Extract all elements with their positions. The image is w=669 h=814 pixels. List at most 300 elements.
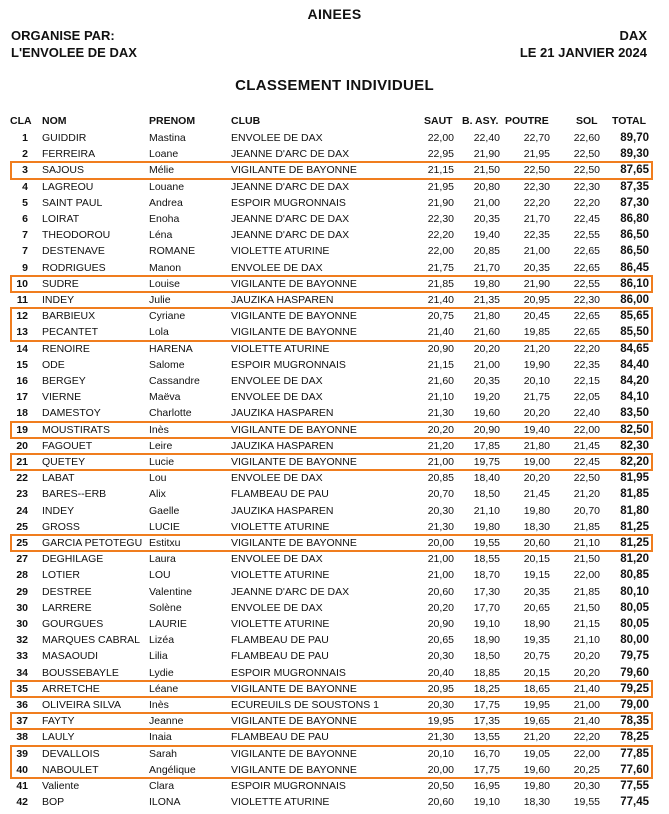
cell-nom: LAULY (42, 731, 75, 744)
cell-cla: 4 (22, 180, 28, 193)
cell-nom: DAMESTOY (42, 407, 101, 420)
cell-sol: 22,65 (573, 326, 600, 339)
cell-saut: 20,85 (427, 472, 454, 485)
cell-saut: 20,70 (427, 488, 454, 501)
cell-prenom: Lydie (149, 666, 174, 679)
cell-nom: RODRIGUES (42, 261, 106, 274)
cell-saut: 21,10 (427, 391, 454, 404)
cell-basy: 19,80 (473, 520, 500, 533)
cell-poutre: 21,80 (523, 439, 550, 452)
cell-saut: 21,00 (427, 553, 454, 566)
cell-saut: 21,00 (427, 456, 454, 468)
cell-basy: 18,55 (473, 553, 500, 566)
cell-basy: 20,90 (473, 423, 500, 436)
cell-nom: INDEY (42, 294, 75, 306)
cell-cla: 23 (16, 488, 28, 501)
table-row (0, 179, 669, 195)
cell-club: JAUZIKA HASPAREN (231, 439, 334, 452)
cell-sol: 20,20 (573, 650, 600, 663)
cell-cla: 36 (16, 699, 28, 711)
cell-basy: 21,00 (473, 358, 500, 371)
cell-cla: 25 (16, 537, 28, 549)
cell-club: ENVOLEE DE DAX (231, 261, 323, 274)
cell-nom: MOUSTIRATS (42, 423, 111, 436)
cell-saut: 22,95 (427, 148, 454, 161)
cell-prenom: Louane (149, 180, 185, 193)
cell-saut: 20,30 (427, 504, 454, 517)
document-title: AINEES (307, 6, 362, 22)
cell-basy: 21,80 (473, 310, 500, 323)
cell-total: 81,25 (620, 537, 649, 549)
table-row (0, 438, 669, 454)
cell-total: 81,85 (620, 488, 649, 501)
cell-cla: 11 (16, 294, 28, 306)
cell-cla: 9 (22, 261, 28, 274)
cell-poutre: 19,65 (523, 715, 550, 728)
cell-nom: PECANTET (42, 326, 99, 339)
cell-poutre: 20,65 (523, 601, 550, 614)
cell-sol: 22,00 (573, 747, 600, 760)
cell-basy: 18,50 (473, 488, 500, 501)
cell-club: JAUZIKA HASPAREN (231, 407, 334, 420)
cell-basy: 20,35 (473, 375, 500, 387)
cell-nom: SAJOUS (42, 164, 85, 177)
cell-cla: 30 (16, 601, 28, 614)
cell-sol: 21,00 (573, 699, 600, 711)
table-row (0, 357, 669, 373)
cell-sol: 21,10 (573, 634, 600, 647)
cell-cla: 27 (16, 553, 28, 566)
cell-nom: GARCIA PETOTEGU (42, 537, 143, 549)
cell-sol: 22,30 (573, 294, 600, 306)
cell-sol: 21,10 (573, 537, 600, 549)
cell-club: JEANNE D'ARC DE DAX (231, 585, 350, 598)
cell-poutre: 18,30 (523, 796, 550, 809)
cell-total: 80,85 (620, 569, 649, 582)
cell-cla: 35 (16, 682, 28, 695)
cell-cla: 30 (16, 618, 28, 630)
cell-club: VIGILANTE DE BAYONNE (231, 277, 357, 290)
cell-nom: FAGOUET (42, 439, 93, 452)
cell-poutre: 22,30 (523, 180, 550, 193)
cell-nom: LAGREOU (42, 180, 94, 193)
cell-poutre: 21,20 (523, 731, 550, 744)
cell-prenom: Mélie (149, 164, 175, 177)
cell-cla: 17 (16, 391, 28, 404)
table-row (0, 389, 669, 405)
cell-sol: 22,30 (573, 180, 600, 193)
cell-sol: 22,45 (573, 213, 600, 225)
table-row (0, 600, 669, 616)
cell-total: 80,05 (620, 618, 649, 630)
cell-basy: 22,40 (473, 132, 500, 144)
cell-nom: OLIVEIRA SILVA (42, 699, 121, 711)
cell-prenom: Cyriane (149, 310, 186, 323)
cell-saut: 21,75 (427, 261, 454, 274)
cell-sol: 22,40 (573, 407, 600, 420)
cell-club: VIGILANTE DE BAYONNE (231, 456, 357, 468)
cell-total: 78,35 (620, 715, 649, 728)
cell-total: 87,35 (620, 180, 649, 193)
cell-cla: 40 (16, 763, 28, 776)
cell-prenom: Cassandre (149, 375, 200, 387)
cell-sol: 22,00 (573, 569, 600, 582)
cell-club: ESPOIR MUGRONNAIS (231, 196, 346, 209)
cell-cla: 33 (16, 650, 28, 663)
cell-basy: 18,90 (473, 634, 500, 647)
cell-total: 79,75 (620, 650, 649, 663)
cell-basy: 21,00 (473, 196, 500, 209)
cell-club: VIGILANTE DE BAYONNE (231, 682, 357, 695)
cell-sol: 22,20 (573, 196, 600, 209)
cell-nom: BOUSSEBAYLE (42, 666, 119, 679)
cell-club: ENVOLEE DE DAX (231, 553, 323, 566)
cell-nom: Valiente (42, 780, 80, 792)
table-row (0, 486, 669, 502)
cell-total: 84,20 (620, 375, 649, 387)
cell-club: VIOLETTE ATURINE (231, 520, 330, 533)
cell-cla: 2 (22, 148, 28, 161)
cell-saut: 20,60 (427, 796, 454, 809)
cell-total: 77,45 (620, 796, 649, 809)
cell-saut: 21,00 (427, 569, 454, 582)
cell-sol: 22,55 (573, 229, 600, 242)
cell-poutre: 21,95 (523, 148, 550, 161)
cell-poutre: 18,90 (523, 618, 550, 630)
cell-sol: 21,20 (573, 488, 600, 501)
cell-prenom: LAURIE (149, 618, 187, 630)
cell-nom: GROSS (42, 520, 80, 533)
cell-club: JEANNE D'ARC DE DAX (231, 229, 350, 242)
cell-cla: 12 (16, 310, 28, 323)
cell-club: VIOLETTE ATURINE (231, 569, 330, 582)
table-row (0, 454, 669, 470)
cell-prenom: ROMANE (149, 245, 196, 258)
cell-club: FLAMBEAU DE PAU (231, 731, 329, 744)
cell-saut: 20,50 (427, 780, 454, 792)
cell-basy: 19,75 (473, 456, 500, 468)
cell-saut: 21,40 (427, 294, 454, 306)
table-row (0, 665, 669, 681)
cell-poutre: 19,95 (523, 699, 550, 711)
cell-total: 82,20 (620, 456, 649, 468)
cell-saut: 22,00 (427, 132, 454, 144)
cell-basy: 17,35 (473, 715, 500, 728)
cell-nom: DEGHILAGE (42, 553, 104, 566)
cell-club: JEANNE D'ARC DE DAX (231, 213, 350, 225)
cell-poutre: 21,90 (523, 277, 550, 290)
cell-basy: 19,40 (473, 229, 500, 242)
cell-club: VIOLETTE ATURINE (231, 796, 330, 809)
cell-cla: 13 (16, 326, 28, 339)
cell-club: ESPOIR MUGRONNAIS (231, 666, 346, 679)
cell-poutre: 19,00 (523, 456, 550, 468)
col-header-saut: SAUT (424, 115, 453, 127)
cell-club: FLAMBEAU DE PAU (231, 488, 329, 501)
cell-club: VIGILANTE DE BAYONNE (231, 747, 357, 760)
cell-saut: 21,15 (427, 358, 454, 371)
cell-nom: DEVALLOIS (42, 747, 100, 760)
organiser-label: ORGANISE PAR: (11, 28, 115, 43)
cell-sol: 20,25 (573, 763, 600, 776)
cell-basy: 21,10 (473, 504, 500, 517)
cell-saut: 22,20 (427, 229, 454, 242)
cell-prenom: Gaelle (149, 504, 180, 517)
cell-total: 86,10 (620, 277, 649, 290)
cell-club: ESPOIR MUGRONNAIS (231, 358, 346, 371)
cell-sol: 22,05 (573, 391, 600, 404)
table-row (0, 746, 669, 762)
cell-club: VIGILANTE DE BAYONNE (231, 763, 357, 776)
cell-saut: 22,30 (427, 213, 454, 225)
cell-basy: 19,55 (473, 537, 500, 549)
cell-sol: 21,85 (573, 520, 600, 533)
cell-sol: 20,20 (573, 666, 600, 679)
cell-total: 81,25 (620, 520, 649, 533)
cell-saut: 21,60 (427, 375, 454, 387)
cell-cla: 21 (16, 456, 28, 468)
cell-club: VIGILANTE DE BAYONNE (231, 310, 357, 323)
cell-nom: GOURGUES (42, 618, 104, 630)
table-row (0, 211, 669, 227)
cell-nom: BARES--ERB (42, 488, 107, 501)
cell-club: JEANNE D'ARC DE DAX (231, 148, 350, 161)
cell-saut: 20,95 (427, 682, 454, 695)
table-row (0, 584, 669, 600)
cell-prenom: Manon (149, 261, 182, 274)
cell-basy: 21,70 (473, 261, 500, 274)
cell-total: 80,10 (620, 585, 649, 598)
cell-prenom: Jeanne (149, 715, 184, 728)
table-row (0, 632, 669, 648)
event-city: DAX (619, 28, 647, 43)
cell-nom: LOTIER (42, 569, 80, 582)
cell-club: JAUZIKA HASPAREN (231, 504, 334, 517)
cell-saut: 20,00 (427, 537, 454, 549)
cell-club: ENVOLEE DE DAX (231, 472, 323, 485)
cell-sol: 22,20 (573, 731, 600, 744)
cell-prenom: Salome (149, 358, 185, 371)
cell-total: 83,50 (620, 407, 649, 420)
cell-nom: DESTREE (42, 585, 92, 598)
table-row (0, 227, 669, 243)
cell-club: FLAMBEAU DE PAU (231, 634, 329, 647)
table-row (0, 648, 669, 664)
cell-cla: 6 (22, 213, 28, 225)
cell-cla: 39 (16, 747, 28, 760)
cell-nom: SAINT PAUL (42, 196, 103, 209)
cell-basy: 20,80 (473, 180, 500, 193)
cell-cla: 41 (16, 780, 28, 792)
cell-saut: 20,40 (427, 666, 454, 679)
cell-total: 81,20 (620, 553, 649, 566)
cell-prenom: Léna (149, 229, 173, 242)
cell-poutre: 19,05 (523, 747, 550, 760)
cell-basy: 19,60 (473, 407, 500, 420)
table-row (0, 729, 669, 745)
table-row (0, 794, 669, 810)
cell-poutre: 21,00 (523, 245, 550, 258)
cell-poutre: 19,80 (523, 780, 550, 792)
cell-total: 77,85 (620, 747, 649, 760)
cell-nom: LABAT (42, 472, 75, 485)
cell-poutre: 19,35 (523, 634, 550, 647)
col-header-poutre: POUTRE (505, 115, 549, 127)
cell-saut: 20,20 (427, 423, 454, 436)
cell-sol: 21,45 (573, 439, 600, 452)
cell-saut: 21,85 (427, 277, 454, 290)
cell-basy: 18,70 (473, 569, 500, 582)
cell-total: 79,60 (620, 666, 649, 679)
cell-basy: 18,40 (473, 472, 500, 485)
table-row (0, 260, 669, 276)
cell-club: ESPOIR MUGRONNAIS (231, 780, 346, 792)
table-row (0, 713, 669, 729)
cell-total: 78,25 (620, 731, 649, 744)
cell-sol: 21,40 (573, 682, 600, 695)
cell-prenom: Lizéa (149, 634, 175, 647)
cell-cla: 15 (16, 358, 28, 371)
cell-saut: 20,90 (427, 618, 454, 630)
table-row (0, 324, 669, 340)
cell-nom: BERGEY (42, 375, 86, 387)
cell-saut: 20,65 (427, 634, 454, 647)
cell-cla: 24 (16, 504, 28, 517)
cell-prenom: Lucie (149, 456, 175, 468)
cell-prenom: Angélique (149, 763, 196, 776)
cell-cla: 25 (16, 520, 28, 533)
cell-basy: 19,10 (473, 618, 500, 630)
cell-cla: 37 (16, 715, 28, 728)
cell-club: JAUZIKA HASPAREN (231, 294, 334, 306)
cell-prenom: Julie (149, 294, 171, 306)
cell-total: 79,00 (620, 699, 649, 711)
cell-club: ENVOLEE DE DAX (231, 132, 323, 144)
cell-prenom: Mastina (149, 132, 186, 144)
table-row (0, 195, 669, 211)
cell-saut: 20,10 (427, 747, 454, 760)
table-row (0, 292, 669, 308)
table-row (0, 243, 669, 259)
table-row (0, 616, 669, 632)
cell-total: 77,60 (620, 763, 649, 776)
cell-nom: ARRETCHE (42, 682, 100, 695)
table-row (0, 422, 669, 438)
cell-nom: FAYTY (42, 715, 75, 728)
cell-sol: 22,65 (573, 245, 600, 258)
cell-prenom: Valentine (149, 585, 193, 598)
cell-saut: 19,95 (427, 715, 454, 728)
cell-saut: 20,00 (427, 763, 454, 776)
table-row (0, 373, 669, 389)
cell-sol: 22,65 (573, 310, 600, 323)
cell-nom: LOIRAT (42, 213, 80, 225)
cell-sol: 22,65 (573, 261, 600, 274)
table-row (0, 681, 669, 697)
cell-nom: QUETEY (42, 456, 86, 468)
cell-basy: 21,90 (473, 148, 500, 161)
cell-sol: 21,85 (573, 585, 600, 598)
cell-sol: 21,15 (573, 618, 600, 630)
cell-prenom: Louise (149, 277, 180, 290)
cell-club: VIGILANTE DE BAYONNE (231, 423, 357, 436)
cell-basy: 20,35 (473, 213, 500, 225)
cell-saut: 20,20 (427, 601, 454, 614)
cell-saut: 20,30 (427, 699, 454, 711)
cell-basy: 17,30 (473, 585, 500, 598)
col-header-cla: CLA (10, 115, 32, 127)
cell-basy: 19,80 (473, 277, 500, 290)
cell-prenom: Solène (149, 601, 182, 614)
cell-cla: 14 (16, 342, 28, 355)
cell-prenom: ILONA (149, 796, 181, 809)
cell-sol: 22,50 (573, 472, 600, 485)
cell-basy: 18,25 (473, 682, 500, 695)
cell-total: 87,65 (620, 164, 649, 177)
cell-prenom: Lola (149, 326, 169, 339)
table-row (0, 276, 669, 292)
cell-saut: 21,20 (427, 439, 454, 452)
cell-poutre: 20,35 (523, 261, 550, 274)
table-row (0, 503, 669, 519)
cell-sol: 21,40 (573, 715, 600, 728)
cell-cla: 5 (22, 196, 28, 209)
col-header-basy: B. ASY. (462, 115, 499, 127)
cell-sol: 22,00 (573, 423, 600, 436)
cell-cla: 1 (22, 132, 28, 144)
cell-saut: 20,90 (427, 342, 454, 355)
cell-poutre: 19,85 (523, 326, 550, 339)
cell-sol: 21,50 (573, 553, 600, 566)
cell-total: 81,80 (620, 504, 649, 517)
cell-club: VIGILANTE DE BAYONNE (231, 164, 357, 177)
cell-club: ENVOLEE DE DAX (231, 601, 323, 614)
cell-cla: 19 (16, 423, 28, 436)
cell-poutre: 20,15 (523, 666, 550, 679)
cell-poutre: 19,15 (523, 569, 550, 582)
cell-basy: 18,50 (473, 650, 500, 663)
cell-poutre: 22,20 (523, 196, 550, 209)
cell-total: 86,00 (620, 294, 649, 306)
cell-nom: FERREIRA (42, 148, 96, 161)
cell-total: 87,30 (620, 196, 649, 209)
cell-saut: 20,60 (427, 585, 454, 598)
table-row (0, 762, 669, 778)
cell-total: 86,45 (620, 261, 649, 274)
cell-poutre: 20,20 (523, 472, 550, 485)
cell-prenom: Maëva (149, 391, 181, 404)
table-row (0, 146, 669, 162)
cell-club: ENVOLEE DE DAX (231, 375, 323, 387)
table-row (0, 308, 669, 324)
cell-prenom: LUCIE (149, 520, 180, 533)
cell-nom: LARRERE (42, 601, 92, 614)
cell-cla: 32 (16, 634, 28, 647)
cell-poutre: 20,15 (523, 553, 550, 566)
cell-poutre: 19,60 (523, 763, 550, 776)
cell-sol: 22,60 (573, 132, 600, 144)
cell-club: VIOLETTE ATURINE (231, 245, 330, 258)
cell-poutre: 19,90 (523, 358, 550, 371)
cell-cla: 22 (16, 472, 28, 485)
cell-saut: 22,00 (427, 245, 454, 258)
col-header-prenom: PRENOM (149, 115, 196, 127)
cell-prenom: Inès (149, 699, 169, 711)
cell-nom: MASAOUDI (42, 650, 99, 663)
cell-club: VIGILANTE DE BAYONNE (231, 715, 357, 728)
col-header-sol: SOL (576, 115, 598, 127)
cell-basy: 13,55 (473, 731, 500, 744)
